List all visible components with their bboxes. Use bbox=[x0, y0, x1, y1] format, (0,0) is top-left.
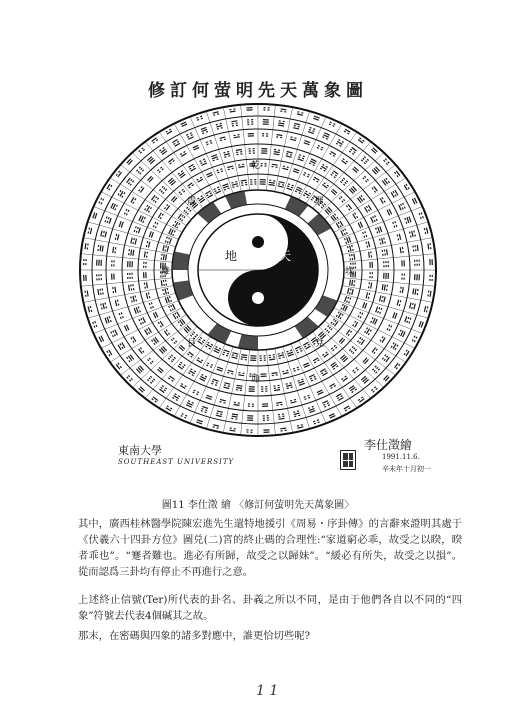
inner-label: 離 bbox=[161, 267, 171, 277]
inner-label: 巽 bbox=[315, 197, 325, 207]
seal-stamp-icon bbox=[340, 450, 356, 470]
inner-label: 兌 bbox=[315, 339, 325, 349]
body-paragraph: 其中，廣西桂林醫學院陳宏進先生還特地援引《周易・序卦傳》的言辭來證明其處于《伏羲六十四卦方位》圖兑(二)宮的終止碼的合理性:“家道窮必乖，故受之以睽，睽者乖也”。“蹇者難也。進必有所歸，故受之以歸妹”。“緩必有所失，故受之以損”。從而認爲三卦均有停止不再進行之意。 bbox=[78, 518, 462, 578]
signature-lunar-date: 辛未年十月初一 bbox=[382, 465, 431, 473]
author-signature: 李仕澂繪 bbox=[364, 438, 413, 452]
institution-english: SOUTHEAST UNIVERSITY bbox=[118, 458, 235, 466]
inner-label: 艮 bbox=[187, 339, 197, 349]
taiji-center bbox=[198, 214, 318, 326]
inner-label: 震 bbox=[187, 197, 197, 207]
institution-chinese: 東南大學 bbox=[118, 444, 162, 457]
trigram-wheel-diagram bbox=[75, 100, 441, 440]
figure-caption: 圖11 李仕澂 繪 〈修訂何萤明先天萬象圖〉 bbox=[161, 500, 355, 511]
page-number: 1 1 bbox=[256, 683, 279, 699]
body-paragraph: 那末，在密碼與四象的諸多對應中，誰更恰切些呢? bbox=[78, 630, 311, 642]
body-paragraph: 上述終止信號(Ter)所代表的卦名、卦義之所以不同，是由于他們各自以不同的“四象”符號去代表4個碱其之故。 bbox=[78, 594, 462, 622]
inner-label: 坤 bbox=[251, 375, 261, 385]
inner-label: 乾 bbox=[251, 161, 261, 171]
inner-label: 坎 bbox=[345, 267, 355, 277]
center-right-char: 天 bbox=[279, 249, 292, 263]
center-left-char: 地 bbox=[225, 249, 238, 263]
signature-date: 1991.11.6. bbox=[382, 453, 420, 461]
diagram-title: 修訂何萤明先天萬象圖 bbox=[148, 81, 368, 101]
